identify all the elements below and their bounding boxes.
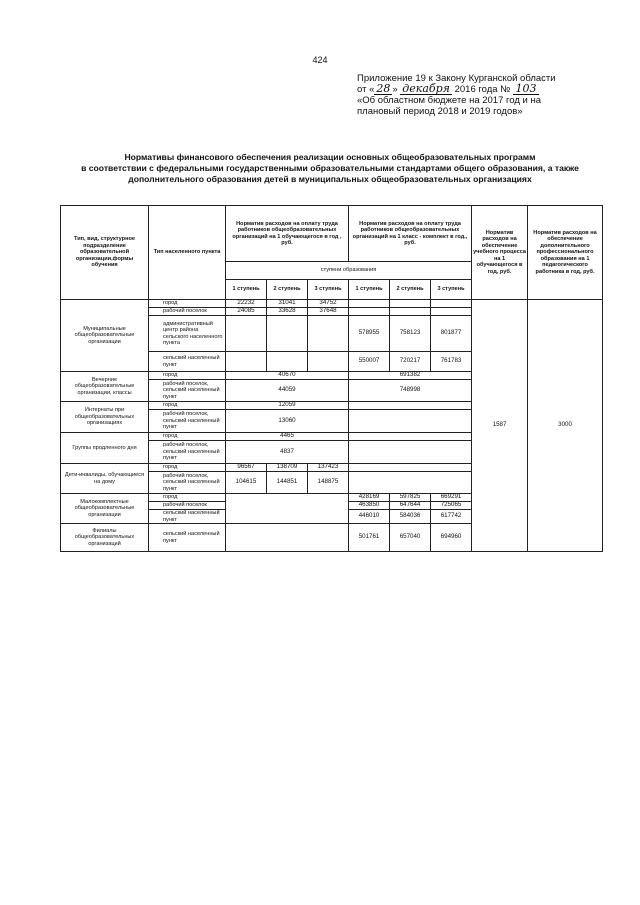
header-level-3: 3 ступень (308, 280, 349, 300)
value-cell: 597825 (390, 494, 431, 502)
settlement-cell: город (149, 300, 226, 308)
appendix-line-2 (357, 84, 597, 95)
value-cell: 22232 (226, 300, 267, 308)
appendix-date-prefix: от « (357, 84, 375, 95)
value-cell: 691382 (349, 372, 472, 380)
table-row (61, 300, 603, 308)
settlement-cell: административный центр района сельского населенного пункта (149, 316, 226, 352)
row-type-name: Вечерние общеобразовательные организации, классы (61, 372, 149, 402)
title-line-3: дополнительного образования детей в муниципальных общеобразовательных организациях (128, 174, 532, 184)
value-cell: 40670 (226, 372, 349, 380)
value-cell: 758123 (390, 316, 431, 352)
empty-cell (431, 300, 472, 308)
value-cell: 37648 (308, 308, 349, 316)
handwritten-month: декабря (402, 82, 450, 95)
value-cell: 4837 (226, 441, 349, 464)
settlement-cell: город (149, 494, 226, 502)
empty-cell (226, 316, 267, 352)
empty-cell (390, 308, 431, 316)
title-line-2: в соответствии с федеральными государственными образовательными стандартами общего образования, а также (81, 163, 579, 173)
value-cell: 24085 (226, 308, 267, 316)
header-level-1: 1 ступень (349, 280, 390, 300)
settlement-cell: город (149, 402, 226, 410)
settlement-cell: сельский населенный пункт (149, 524, 226, 552)
empty-cell (349, 308, 390, 316)
value-cell: 104615 (226, 472, 267, 494)
row-type-name: Интернаты при общеобразовательных организациях (61, 402, 149, 433)
settlement-cell: рабочий поселок (149, 502, 226, 510)
value-cell: 12059 (226, 402, 349, 410)
header-level-2: 2 ступень (390, 280, 431, 300)
empty-cell (349, 464, 472, 472)
header-norm-pupil: Норматив расходов на оплату труда работников общеобразовательных организаций на 1 обучающегося в год , руб. (226, 206, 349, 262)
value-cell: 4465 (226, 433, 349, 441)
value-cell: 31041 (267, 300, 308, 308)
value-cell: 657040 (390, 524, 431, 552)
value-cell: 463850 (349, 502, 390, 510)
value-cell: 669291 (431, 494, 472, 502)
empty-cell (390, 300, 431, 308)
additional-norm-value: 3000 (528, 300, 603, 552)
settlement-cell: рабочий поселок, сельский населенный пункт (149, 410, 226, 433)
settlement-cell: сельский населенный пункт (149, 352, 226, 372)
empty-cell (349, 402, 472, 410)
value-cell: 13060 (226, 410, 349, 433)
appendix-date-mid: » (392, 84, 398, 95)
header-level-2: 2 ступень (267, 280, 308, 300)
header-norm-process: Норматив расходов на обеспечение учебного процесса на 1 обучающегося в год, руб. (472, 206, 528, 300)
title-line-1: Нормативы финансового обеспечения реализации основных общеобразовательных программ (124, 152, 536, 162)
header-level-1: 1 ступень (226, 280, 267, 300)
page-number: 424 (312, 55, 328, 65)
settlement-cell: рабочий поселок (149, 308, 226, 316)
empty-cell (431, 308, 472, 316)
value-cell: 428169 (349, 494, 390, 502)
settlement-cell: рабочий поселок, сельский населенный пункт (149, 441, 226, 464)
empty-cell (349, 472, 472, 494)
empty-cell (349, 300, 390, 308)
value-cell: 550007 (349, 352, 390, 372)
norms-table (60, 205, 603, 552)
value-cell: 801877 (431, 316, 472, 352)
value-cell: 34752 (308, 300, 349, 308)
settlement-cell: сельский населенный пункт (149, 510, 226, 524)
value-cell: 748998 (349, 380, 472, 402)
process-norm-value: 1587 (472, 300, 528, 552)
handwritten-law-number: 103 (513, 84, 539, 95)
value-cell: 647644 (390, 502, 431, 510)
value-cell: 144851 (267, 472, 308, 494)
appendix-line-3: «Об областном бюджете на 2017 год и на (357, 95, 542, 106)
header-settlement: Тип населенного пункта (149, 206, 226, 300)
empty-cell (349, 441, 472, 464)
header-norm-class: Норматив расходов на оплату труда работников общеобразовательных организаций на 1 класс - комплект в год., руб. (349, 206, 472, 262)
settlement-cell: рабочий поселок, сельский населенный пункт (149, 472, 226, 494)
header-levels: ступени образования (226, 262, 472, 280)
settlement-cell: город (149, 464, 226, 472)
settlement-cell: город (149, 433, 226, 441)
value-cell: 694960 (431, 524, 472, 552)
document-title (60, 152, 600, 185)
value-cell: 33628 (267, 308, 308, 316)
empty-cell (267, 352, 308, 372)
empty-cell (226, 352, 267, 372)
empty-cell (349, 433, 472, 441)
value-cell: 44059 (226, 380, 349, 402)
value-cell: 148875 (308, 472, 349, 494)
appendix-header (357, 73, 597, 117)
value-cell: 501761 (349, 524, 390, 552)
row-type-name: Филиалы общеобразовательных организаций (61, 524, 149, 552)
value-cell: 617742 (431, 510, 472, 524)
value-cell: 446010 (349, 510, 390, 524)
empty-cell (349, 410, 472, 433)
settlement-cell: город (149, 372, 226, 380)
row-type-name: Группы продленного дня (61, 433, 149, 464)
value-cell: 96567 (226, 464, 267, 472)
row-type-name: Дети-инвалиды, обучающиеся на дому (61, 464, 149, 494)
header-norm-additional: Норматив расходов на обеспечение дополнительного профессионального образования на 1 педагогического работника в год, руб. (528, 206, 603, 300)
empty-cell (226, 494, 349, 524)
empty-cell (308, 352, 349, 372)
value-cell: 720217 (390, 352, 431, 372)
appendix-line-1: Приложение 19 к Закону Курганской области (357, 73, 556, 84)
header-level-3: 3 ступень (431, 280, 472, 300)
handwritten-day: 28 (376, 82, 391, 95)
value-cell: 578955 (349, 316, 390, 352)
value-cell: 138709 (267, 464, 308, 472)
value-cell: 761783 (431, 352, 472, 372)
header-type: Тип, вид, структурное подразделение образовательной организации,формы обучения (61, 206, 149, 300)
appendix-line-4: плановый период 2018 и 2019 годов» (357, 106, 523, 117)
settlement-cell: рабочий поселок, сельский населенный пункт (149, 380, 226, 402)
value-cell: 725065 (431, 502, 472, 510)
empty-cell (308, 316, 349, 352)
row-type-name: Муниципальные общеобразовательные организации (61, 300, 149, 372)
empty-cell (226, 524, 349, 552)
value-cell: 137423 (308, 464, 349, 472)
appendix-year-text: 2016 года № (454, 84, 511, 95)
value-cell: 584036 (390, 510, 431, 524)
row-type-name: Малокомплектные общеобразовательные организации (61, 494, 149, 524)
empty-cell (267, 316, 308, 352)
